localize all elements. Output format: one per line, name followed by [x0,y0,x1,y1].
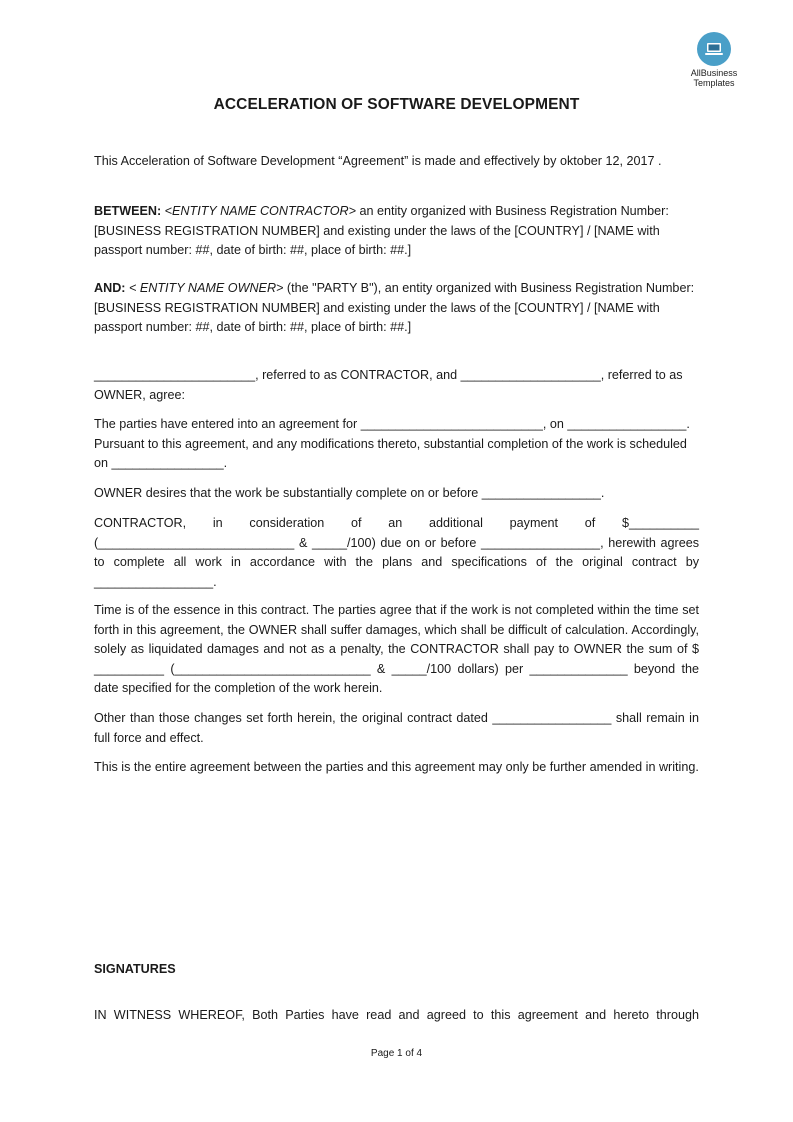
company-logo [672,32,756,88]
logo-text-line2: Templates [693,78,735,88]
and-text: (the "PARTY B"), an entity organized with Business Registration Number: [BUSINESS REGISTRATION NUMBER] and existing under the laws of the [COUNTRY] / [NAME with passport number: ##, date of birth: ##, place of birth: ##.] [94,281,695,334]
between-text: an entity organized with Business Registration Number: [BUSINESS REGISTRATION NUMBER] and existing under the laws of the [COUNTRY] / [NAME with passport number: ##, date of birth: ##, place of birth: ##.] [94,204,669,257]
page-number: Page 1 of 4 [370,1048,423,1059]
intro-paragraph: This Acceleration of Software Development “Agreement” is made and effectively by oktober 12, 2017 . [94,154,662,168]
witness-paragraph: IN WITNESS WHEREOF, Both Parties have read and agreed to this agreement and hereto through [94,1008,699,1022]
other-changes-paragraph: Other than those changes set forth herein, the original contract dated _________________ shall remain in full force and effect. [94,711,699,745]
referred-paragraph: _______________________, referred to as CONTRACTOR, and ____________________, referred to as OWNER, agree: [94,368,683,402]
laptop-icon [697,32,731,66]
between-paragraph [94,202,699,261]
owner-entity: < ENTITY NAME OWNER> [128,281,284,295]
and-label: AND: [94,281,126,295]
contractor-entity: <ENTITY NAME CONTRACTOR> [164,204,356,218]
contractor-payment-paragraph: CONTRACTOR, in consideration of an additional payment of $__________ (____________________________ & _____/100) due on or before _________________, herewith agrees to complete all work in accordance with the plans and specifications of the original contract by _________________. [94,516,699,589]
parties-agreement-paragraph: The parties have entered into an agreement for __________________________, on _________________. Pursuant to this agreement, and any modifications thereto, substantial completion of the work is scheduled on ________________. [94,417,690,470]
owner-desires-paragraph: OWNER desires that the work be substantially complete on or before _________________. [94,486,605,500]
and-paragraph [94,279,699,338]
logo-text-line1: AllBusiness [690,68,738,78]
signatures-heading: SIGNATURES [94,962,176,976]
between-label: BETWEEN: [94,204,162,218]
time-essence-paragraph: Time is of the essence in this contract. The parties agree that if the work is not completed within the time set forth in this agreement, the OWNER shall suffer damages, which shall be difficult of calculation. Accordingly, solely as liquidated damages and not as a penalty, the CONTRACTOR shall pay to OWNER the sum of $ __________ (____________________________ & _____/100 dollars) per ______________ beyond the date specified for the completion of the work herein. [94,603,699,695]
entire-agreement-paragraph: This is the entire agreement between the parties and this agreement may only be further amended in writing. [94,760,699,774]
document-title: ACCELERATION OF SOFTWARE DEVELOPMENT [213,96,580,113]
